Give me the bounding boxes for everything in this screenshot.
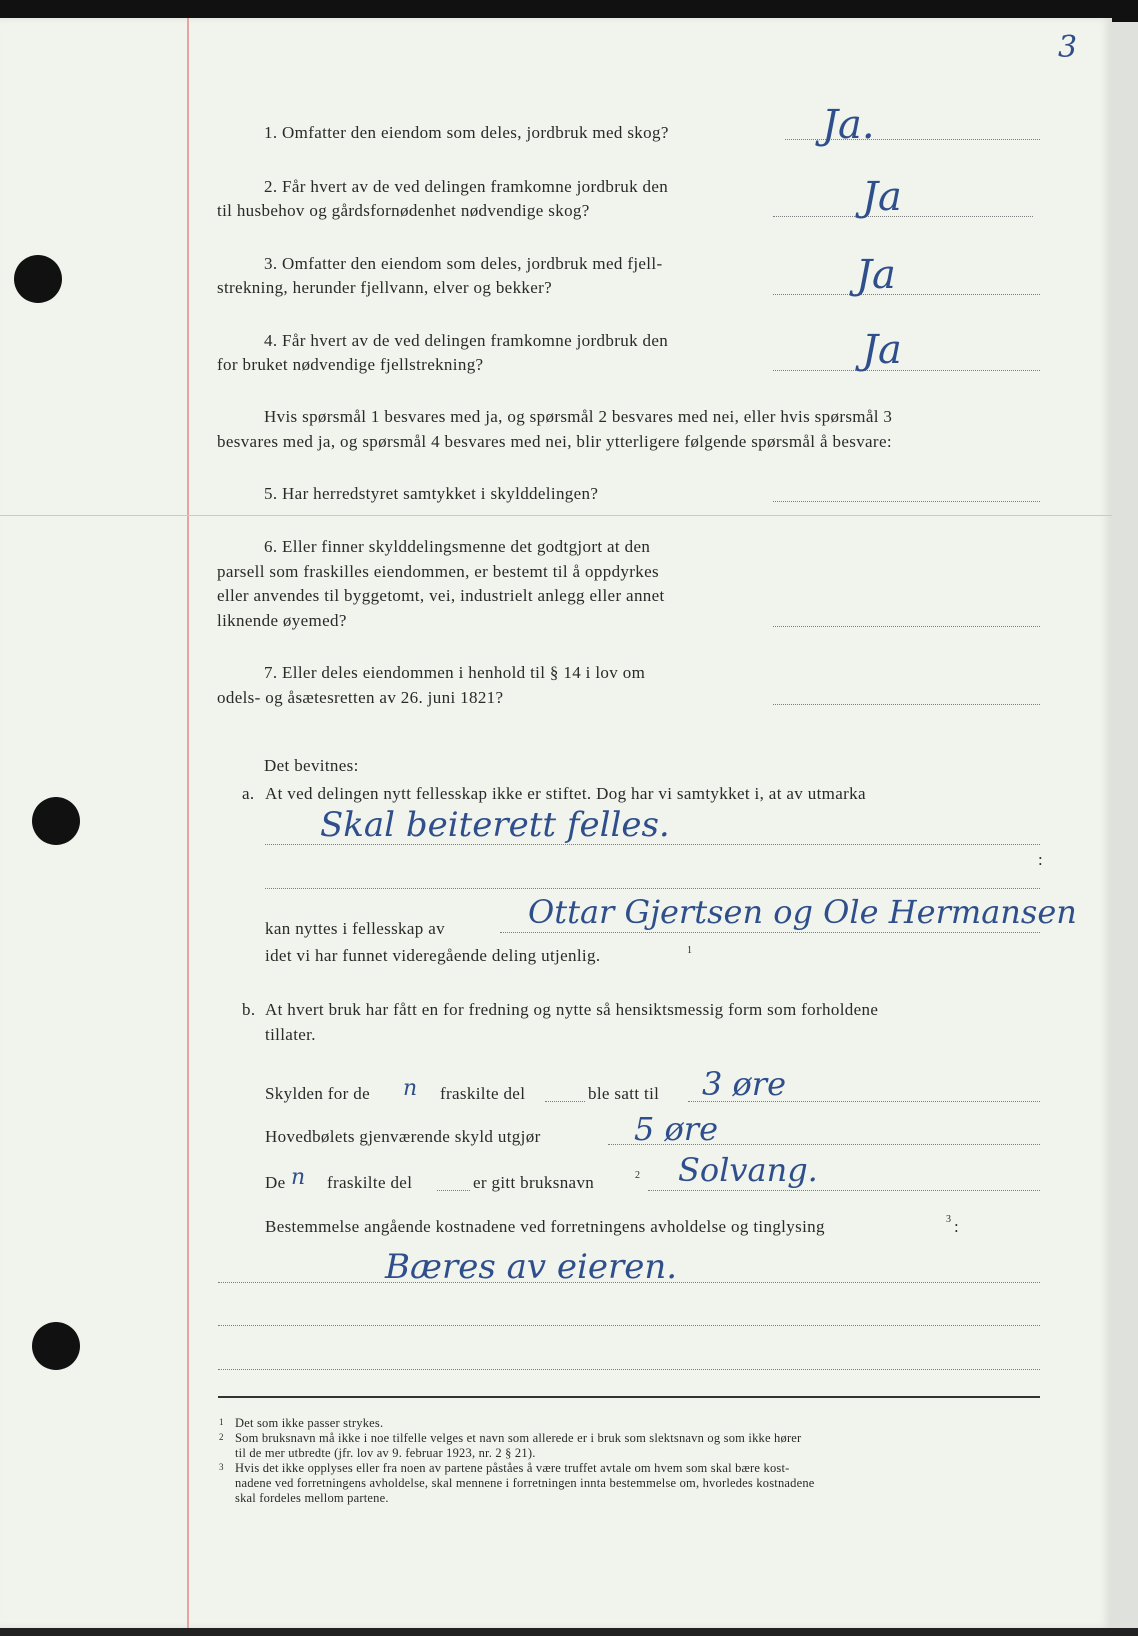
question-4-line-2: for bruket nødvendige fjellstrekning? [217, 355, 484, 374]
answer-3-handwritten: Ja [856, 252, 896, 298]
footnote-ref-3: 3 [946, 1214, 951, 1225]
bruksnavn-dots [437, 1190, 470, 1191]
bruksnavn-handwritten: Solvang. [678, 1151, 818, 1189]
condition-line-1: Hvis spørsmål 1 besvares med ja, og spørsmål 2 besvares med nei, eller hvis spørsmål 3 [264, 407, 893, 426]
question-6-line-2: parsell som fraskilles eiendommen, er bestemt til å oppdyrkes [217, 562, 659, 581]
fellesskap-line [500, 932, 1040, 933]
question-3-line-2: strekning, herunder fjellvann, elver og bekker? [217, 278, 553, 297]
question-3-line-1: 3. Omfatter den eiendom som deles, jordbruk med fjell- [264, 254, 663, 273]
certify-a-handwritten: Skal beiterett felles. [320, 805, 670, 845]
certify-b-line-2: tillater. [265, 1025, 316, 1044]
footnote-rule [218, 1396, 1040, 1398]
page-fold-line [0, 515, 1112, 516]
skyld-correction-n: n [403, 1076, 418, 1101]
footnote-1: Det som ikke passer strykes. [235, 1416, 384, 1430]
scan-bottom-border [0, 1628, 1138, 1636]
hovedbol-handwritten: 5 øre [634, 1110, 719, 1148]
certify-a-colon: : [1038, 850, 1044, 869]
idet-text: idet vi har funnet videregående deling utjenlig. [265, 946, 601, 965]
footnote-3-line-2: nadene ved forretningens avholdelse, skal mennene i forretningen innta bestemmelse om, hvorledes kostnadene [235, 1476, 815, 1490]
answer-line-4 [773, 370, 1040, 371]
bruksnavn-label-c: er gitt bruksnavn [473, 1173, 595, 1192]
answer-4-handwritten: Ja [862, 327, 902, 373]
bruksnavn-correction-n: n [291, 1165, 306, 1190]
punch-hole [32, 797, 80, 845]
fellesskap-label: kan nyttes i fellesskap av [265, 919, 445, 938]
certify-b-label: b. [242, 1000, 256, 1019]
fellesskap-handwritten: Ottar Gjertsen og Ole Hermansen [528, 893, 1077, 931]
answer-line-2 [773, 216, 1033, 217]
footnote-ref-2: 2 [635, 1170, 640, 1181]
skyld-label-c: ble satt til [588, 1084, 660, 1103]
skyld-label-a: Skylden for de [265, 1084, 370, 1103]
certify-a-label: a. [242, 784, 255, 803]
certify-b-line-1: At hvert bruk har fått en for fredning og nytte så hensiktsmessig form som forholdene [265, 1000, 879, 1019]
footnote-3-line-3: skal fordeles mellom partene. [235, 1491, 389, 1505]
bruksnavn-label-b: fraskilte del [327, 1173, 413, 1192]
question-2-line-2: til husbehov og gårdsfornødenhet nødvendige skog? [217, 201, 590, 220]
answer-line-5 [773, 501, 1040, 502]
question-2-line-1: 2. Får hvert av de ved delingen framkomne jordbruk den [264, 177, 669, 196]
certify-a-text: At ved delingen nytt fellesskap ikke er stiftet. Dog har vi samtykket i, at av utmarka [265, 784, 866, 803]
punch-hole [14, 255, 62, 303]
utmark-line-1 [265, 844, 1040, 845]
footnote-2-num: 2 [219, 1432, 224, 1442]
kostnad-colon: : [954, 1217, 960, 1236]
question-5: 5. Har herredstyret samtykket i skylddelingen? [264, 484, 599, 503]
skyld-label-b: fraskilte del [440, 1084, 526, 1103]
bruksnavn-line [648, 1190, 1040, 1191]
question-7-line-2: odels- og åsætesretten av 26. juni 1821? [217, 688, 504, 707]
footnote-1-num: 1 [219, 1417, 224, 1427]
answer-line-3 [773, 294, 1040, 295]
certify-heading: Det bevitnes: [264, 756, 359, 775]
kostnad-line-1 [218, 1282, 1040, 1283]
page-number: 3 [1058, 30, 1078, 65]
skyld-handwritten: 3 øre [702, 1065, 787, 1103]
hovedbol-label: Hovedbølets gjenværende skyld utgjør [265, 1127, 541, 1146]
question-6-line-1: 6. Eller finner skylddelingsmenne det godtgjort at den [264, 537, 651, 556]
utmark-line-2 [265, 888, 1040, 889]
footnote-3-num: 3 [219, 1462, 224, 1472]
kostnad-handwritten: Bæres av eieren. [385, 1247, 678, 1287]
kostnad-line-3 [218, 1369, 1040, 1370]
answer-2-handwritten: Ja [862, 174, 902, 220]
footnote-2-line-2: til de mer utbredte (jfr. lov av 9. februar 1923, nr. 2 § 21). [235, 1446, 536, 1460]
footnote-2-line-1: Som bruksnavn må ikke i noe tilfelle velges et navn som allerede er i bruk som slektsnavn og som ikke hører [235, 1431, 802, 1445]
question-7-line-1: 7. Eller deles eiendommen i henhold til § 14 i lov om [264, 663, 646, 682]
condition-line-2: besvares med ja, og spørsmål 4 besvares med nei, blir ytterligere følgende spørsmål å besvare: [217, 432, 892, 451]
margin-line [187, 18, 189, 1628]
bruksnavn-label-a: De [265, 1173, 286, 1192]
kostnad-line-2 [218, 1325, 1040, 1326]
question-6-line-3: eller anvendes til byggetomt, vei, industrielt anlegg eller annet [217, 586, 665, 605]
kostnad-label: Bestemmelse angående kostnadene ved forretningens avholdelse og tinglysing [265, 1217, 825, 1236]
answer-line-6 [773, 626, 1040, 627]
answer-1-handwritten: Ja. [822, 102, 875, 148]
question-1: 1. Omfatter den eiendom som deles, jordbruk med skog? [264, 123, 669, 142]
footnote-3-line-1: Hvis det ikke opplyses eller fra noen av partene påståes å være truffet avtale om hvem som skal bære kost- [235, 1461, 790, 1475]
footnote-ref-1: 1 [687, 945, 692, 956]
answer-line-7 [773, 704, 1040, 705]
question-6-line-4: liknende øyemed? [217, 611, 347, 630]
punch-hole [32, 1322, 80, 1370]
skyld-dots-1 [545, 1101, 585, 1102]
question-4-line-1: 4. Får hvert av de ved delingen framkomne jordbruk den [264, 331, 669, 350]
